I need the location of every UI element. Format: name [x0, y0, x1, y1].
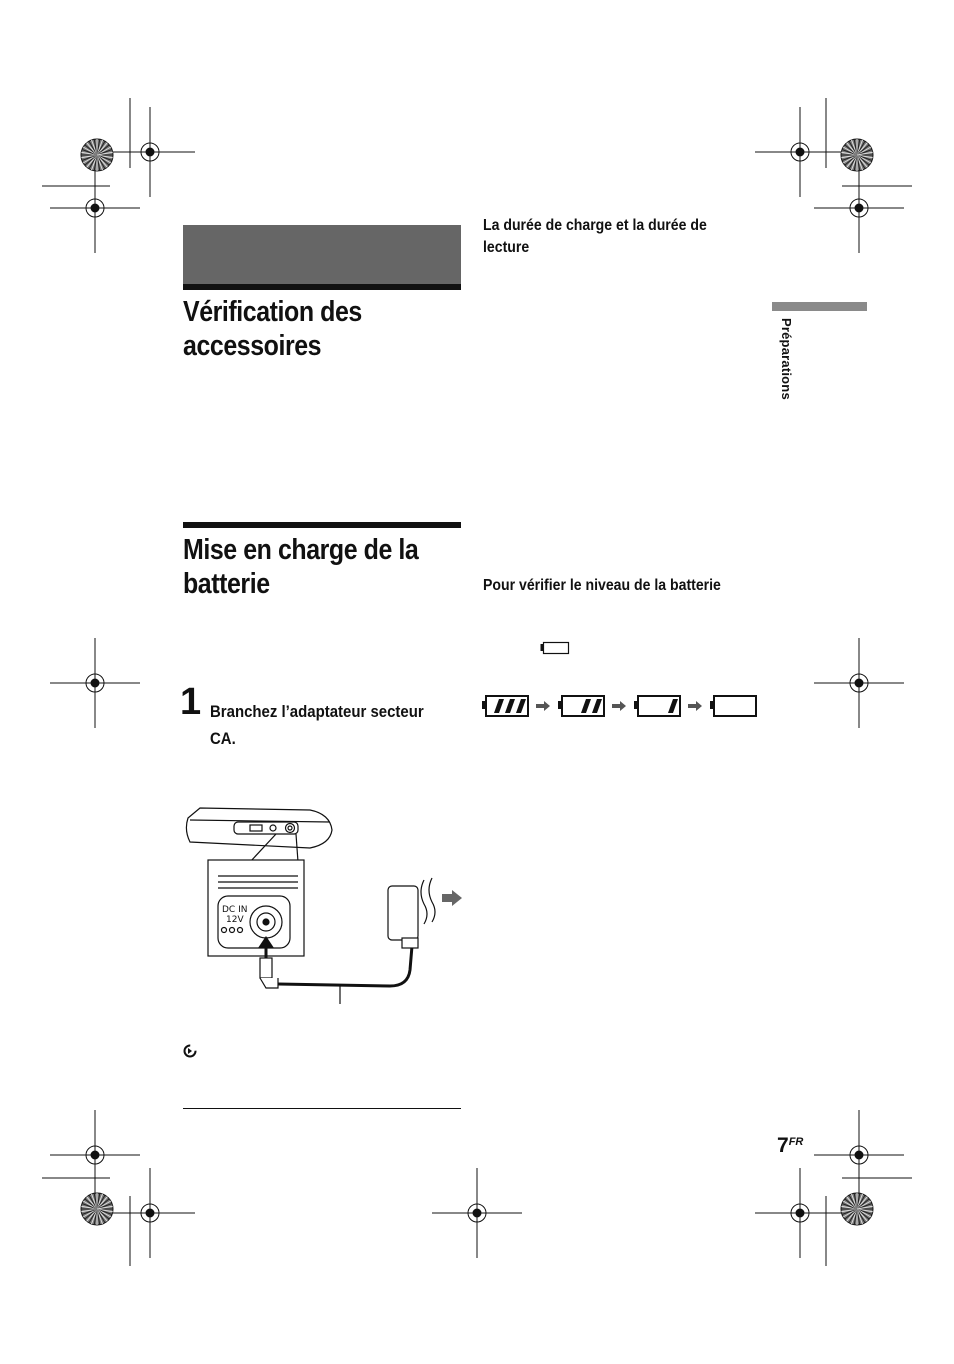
step-text-line: Branchez l’adaptateur secteur — [210, 702, 424, 721]
side-tab-bar — [772, 302, 867, 311]
section-title-line: Vérification des — [183, 296, 362, 328]
step-text-line: CA. — [210, 729, 236, 748]
section-end-rule — [183, 1108, 461, 1109]
arrow-right-icon — [688, 701, 702, 711]
battery-segment — [581, 699, 591, 713]
adapter-connection-diagram — [180, 800, 470, 1010]
arrow-right-icon — [536, 701, 550, 711]
jack-label-line2: 12V — [226, 915, 244, 925]
header-band — [183, 225, 461, 284]
battery-segment — [668, 699, 678, 713]
page-number — [777, 1134, 803, 1158]
battery-segment — [516, 699, 526, 713]
charge-time-heading — [483, 215, 707, 259]
side-tab-label: Préparations — [779, 318, 794, 400]
battery-segment — [494, 699, 504, 713]
section-title-charging — [183, 533, 418, 601]
section-title-line: batterie — [183, 568, 270, 600]
step-number: 1 — [180, 681, 202, 723]
step-text — [210, 698, 424, 752]
section-title-line: accessoires — [183, 330, 322, 362]
dc-plug — [260, 958, 272, 978]
battery-level-heading: Pour vérifier le niveau de la batterie — [483, 577, 721, 594]
page-number-value: 7 — [777, 1134, 789, 1157]
ac-adapter — [388, 886, 418, 940]
battery-body — [714, 696, 756, 716]
header-rule — [183, 284, 461, 290]
page-lang-suffix: FR — [788, 1136, 804, 1148]
battery-segment — [592, 699, 602, 713]
battery-level-sequence — [482, 694, 762, 725]
section-rule — [183, 522, 461, 528]
battery-segment — [505, 699, 515, 713]
battery-empty-icon — [540, 641, 570, 660]
arrow-right-icon — [612, 701, 626, 711]
section-title-line: Mise en charge de la — [183, 534, 419, 566]
heading-line: lecture — [483, 239, 530, 256]
tip-icon — [183, 1044, 197, 1058]
jack-label-line1: DC IN — [222, 905, 248, 915]
diagram-svg — [180, 800, 470, 1010]
section-title-verification — [183, 295, 362, 363]
heading-line: La durée de charge et la durée de — [483, 217, 707, 234]
